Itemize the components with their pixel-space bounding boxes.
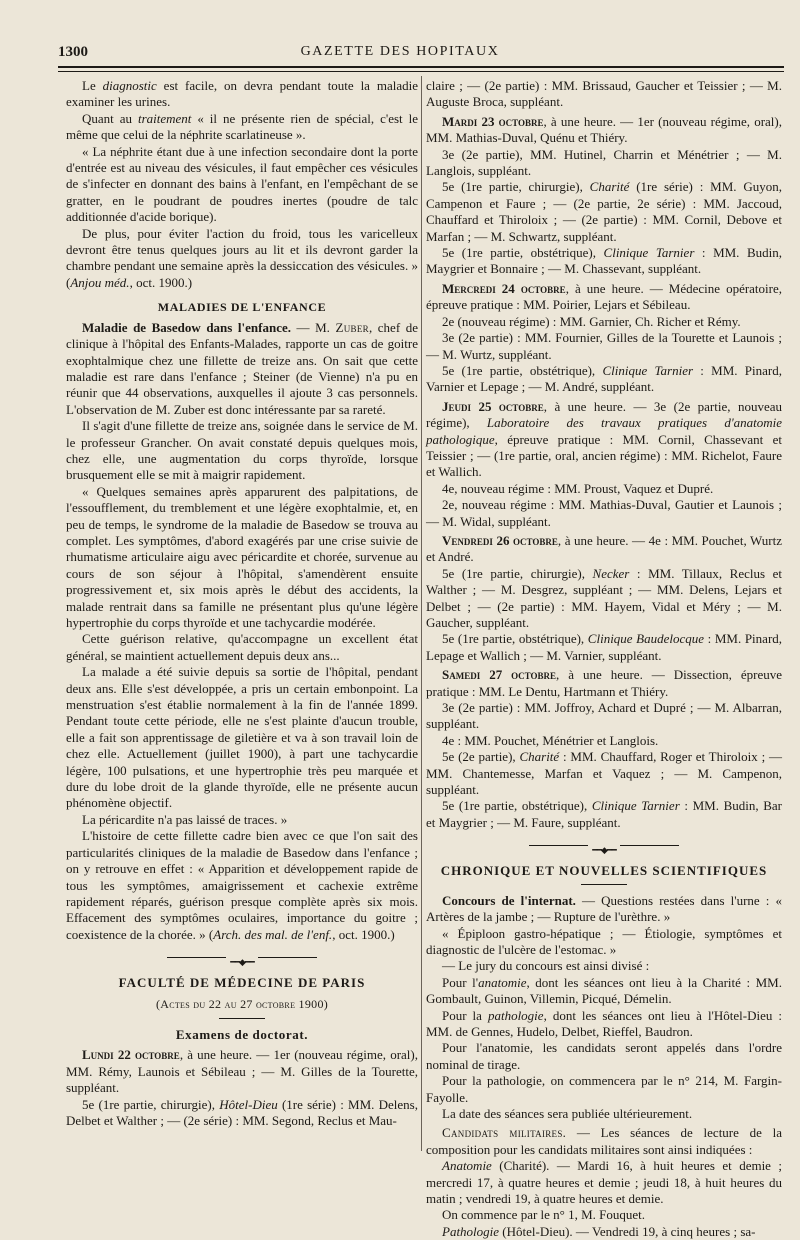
column-divider <box>421 76 422 1151</box>
paragraph: La date des séances sera publiée ultérieurement. <box>442 1105 693 1121</box>
exam-entry: 5e (1re partie, obstétrique), Clinique Tarnier : MM. Budin, Maygrier et Bonnaire ; — M. Chassevant, suppléant. <box>426 245 783 277</box>
paragraph: « Quelques semaines après apparurent des palpitations, de l'essoufflement, du tremblement et une légère exophtalmie, et, en peu de temps, le syndrome de la maladie de Basedow se trouva au complet. Les symptômes, d'abord exagérés par une crise suivie de rhumatisme articulaire aigu avec péricardite et chorée, survenue au cours de son séjour à l'hôpital, s'amendèrent ensuite progressivement et, six mois après le début des accidents, la malade rentrait dans sa famille ne présentant plus qu'une légère hypertrophie du corps thyroïde et une tachycardie modérée. <box>66 483 418 630</box>
exam-entry: 4e, nouveau régime : MM. Proust, Vaquez et Dupré. <box>442 480 714 496</box>
exam-entry: Jeudi 25 octobre, à une heure. — 3e (2e partie, nouveau régime), Laboratoire des travaux pratiques d'anatomie pathologique, épreuve pratique : MM. Cornil, Chassevant et Teissier ; — (1re partie, oral, ancien régime) : MM. Richelot, Faure et Wallich. <box>426 398 782 480</box>
section-heading: CHRONIQUE ET NOUVELLES SCIENTIFIQUES <box>440 863 768 879</box>
exam-entry: 5e (1re partie, chirurgie), Charité (1re série) : MM. Guyon, Campenon et Faure ; — (2e partie, 2e série) : MM. Jaccoud, Chauffard et Thiroloix ; — (2e partie) : MM. Cornil, Debove et Marfan ; — M. Schwartz, suppléant. <box>426 179 782 244</box>
exam-entry: Lundi 22 octobre, à une heure. — 1er (nouveau régime, oral), MM. Rémy, Launois et Sébileau ; — M. Gilles de la Tourette, suppléant. <box>66 1047 418 1096</box>
section-heading: FACULTÉ DE MÉDECINE DE PARIS <box>118 975 366 991</box>
paragraph: — Le jury du concours est ainsi divisé : <box>442 958 650 974</box>
exam-entry: 4e : MM. Pouchet, Ménétrier et Langlois. <box>442 732 659 748</box>
paragraph: La malade a été suivie depuis sa sortie de l'hôpital, pendant deux ans. Elle s'est développée, a pris un certain embonpoint. La menstruation s'est établie normalement à la fin de l'année 1899. Pendant toute cette période, elle ne s'est plainte d'aucun trouble, elle a fait son apprentissage de giletière et va à son travail loin de chez elle. Actuellement (juillet 1900), à part une tachycardie légère, 100 pulsations, et une hypertrophie très peu marquée et dure du lobe droit de la glande thyroïde, elle ne présente aucun phénomène objectif. <box>66 664 418 811</box>
paragraph: « Épiploon gastro-hépatique ; — Étiologie, symptômes et diagnostic de l'ulcère de l'estomac. » <box>426 925 782 957</box>
paragraph: « La néphrite étant due à une infection secondaire dont la porte d'entrée est au niveau des vésicules, il faut empêcher ces vésicules de s'infecter en donnant des bains à l'enfant, en l'empêchant de se gratter, en le poudrant de poudres inertes (poudre de talc additionnée d'acide borique). <box>66 143 418 225</box>
short-rule <box>219 1018 265 1019</box>
exam-entry: 2e (nouveau régime) : MM. Garnier, Ch. Richer et Rémy. <box>442 313 741 329</box>
exam-entry: 3e (2e partie), MM. Hutinel, Charrin et Ménétrier ; — M. Langlois, suppléant. <box>426 146 782 179</box>
short-rule <box>581 884 627 885</box>
running-title: GAZETTE DES HOPITAUX <box>300 44 500 59</box>
page-number: 1300 <box>58 44 88 60</box>
news-item: Concours de l'internat. — Questions restées dans l'urne : « Artères de la jambe ; — Rupture de l'urèthre. » <box>426 892 782 925</box>
exam-entry: claire ; — (2e partie) : MM. Brissaud, Gaucher et Teissier ; — M. Auguste Broca, suppléant. <box>426 78 782 110</box>
exam-entry: 5e (1re partie, chirurgie), Hôtel-Dieu (1re série) : MM. Delens, Delbet et Walther ; — (2e série) : MM. Segond, Reclus et Mau- <box>66 1096 418 1128</box>
exam-entry: Mercredi 24 octobre, à une heure. — Médecine opératoire, épreuve pratique : MM. Poirier, Lejars et Sébileau. <box>426 280 783 313</box>
paragraph: La péricardite n'a pas laissé de traces. » <box>82 811 288 827</box>
paragraph: Il s'agit d'une fillette de treize ans, soignée dans le service de M. le professeur Grancher. On avait constaté depuis quelques mois, chez elle, une augmentation du corps thyroïde, lorsque brusquement elle se mit à maigrir rapidement. <box>66 418 418 483</box>
news-item: Candidats militaires. — Les séances de lecture de la composition pour les candidats militaires sont ainsi indiquées : <box>426 1125 782 1157</box>
news-title: Concours de l'internat. <box>442 892 576 908</box>
article-basedow: Maladie de Basedow dans l'enfance. — M. Zuber, chef de clinique à l'hôpital des Enfants-Malades, rapporte un cas de goitre exophtalmique chez une fillette de treize ans. On sait que cette maladie est rare dans l'enfance ; Steiner (de Vienne) n'a pu en réunir que 44 observations, auxquelles il ajoute 3 cas personnels. L'observation de M. Zuber est donc intéressante par sa rareté. <box>66 319 418 417</box>
exam-entry: 5e (2e partie), Charité : MM. Chauffard, Roger et Thiroloix ; — MM. Chantemesse, Marfan et Vaquez ; — M. Campenon, suppléant. <box>426 749 782 798</box>
exam-entry: 5e (1re partie, obstétrique), Clinique Tarnier : MM. Pinard, Varnier et Lepage ; — M. André, suppléant. <box>426 362 782 395</box>
exam-entry: 3e (2e partie) : MM. Joffroy, Achard et Dupré ; — M. Albarran, suppléant. <box>426 700 782 732</box>
left-column <box>66 78 418 1129</box>
subsection-heading: Examens de doctorat. <box>175 1026 309 1042</box>
exam-entry: 5e (1re partie, chirurgie), Necker : MM. Tillaux, Reclus et Walther ; — M. Desgrez, suppléant ; — MM. Delens, Lejars et Delbet ; — (2e partie) : MM. Hayem, Vidal et Méry ; — M. Gaucher, suppléant. <box>426 565 782 630</box>
header-rule-thin <box>58 71 784 72</box>
paragraph: On commence par le n° 1, M. Fouquet. <box>442 1207 646 1223</box>
exam-entry: 2e, nouveau régime : MM. Mathias-Duval, Gautier et Launois ; — M. Widal, suppléant. <box>426 497 782 529</box>
header-rule <box>58 66 784 68</box>
paragraph: Pour l'anatomie, dont les séances ont lieu à la Charité : MM. Gombault, Guinon, Villemin, Picqué, Démelin. <box>426 974 782 1007</box>
paragraph: L'histoire de cette fillette cadre bien avec ce que l'on sait des particularités cliniques de la maladie de Basedow dans l'enfance ; on y retrouve en effet : « Apparition et développement rapide de tous les symptômes, amaigrissement et cachexie extrême rapidement réparés, guérison presque complète après six mois. Effacement des symptômes oculaires, importance du goitre ; coexistence de la chorée. » (Arch. des mal. de l'enf., oct. 1900.) <box>66 828 418 942</box>
section-heading: MALADIES DE L'ENFANCE <box>157 300 327 315</box>
paragraph: Quant au traitement « il ne présente rien de spécial, c'est le même que celui de la néphrite scarlatineuse ». <box>66 110 419 143</box>
paragraph: Cette guérison relative, qu'accompagne un excellent état général, se maintient actuellement depuis deux ans... <box>66 631 418 663</box>
exam-entry: Vendredi 26 octobre, à une heure. — 4e : MM. Pouchet, Wurtz et André. <box>426 532 782 565</box>
paragraph: Pathologie (Hôtel-Dieu). — Vendredi 19, à cinq heures ; sa- <box>442 1223 756 1239</box>
section-subheading: (Actes du 22 au 27 octobre 1900) <box>155 996 329 1011</box>
ornament-divider: ━━◆━━ <box>66 953 418 961</box>
paragraph: Pour l'anatomie, les candidats seront appelés dans l'ordre nominal de tirage. <box>426 1040 782 1072</box>
paragraph: Le diagnostic est facile, on devra pendant toute la maladie examiner les urines. <box>66 78 418 110</box>
exam-entry: 5e (1re partie, obstétrique), Clinique Baudelocque : MM. Pinard, Lepage et Wallich ; — M. Varnier, suppléant. <box>426 631 783 663</box>
article-title: Maladie de Basedow dans l'enfance. <box>82 319 291 335</box>
paragraph: Pour la pathologie, on commencera par le n° 214, M. Fargin-Fayolle. <box>426 1073 782 1105</box>
exam-entry: 5e (1re partie, obstétrique), Clinique Tarnier : MM. Budin, Bar et Maygrier ; — M. Faure, suppléant. <box>426 798 782 830</box>
exam-entry: Samedi 27 octobre, à une heure. — Dissection, épreuve pratique : MM. Le Dentu, Hartmann et Thiéry. <box>426 667 782 699</box>
right-column <box>426 78 782 1240</box>
paragraph: Anatomie (Charité). — Mardi 16, à huit heures et demie ; mercredi 17, à quatre heures et demie ; jeudi 18, à huit heures du matin ; vendredi 19, à quatre heures et demie. <box>426 1158 782 1206</box>
ornament-divider: ━━◆━━ <box>426 841 782 849</box>
exam-entry: Mardi 23 octobre, à une heure. — 1er (nouveau régime, oral), MM. Mathias-Duval, Quénu et Thiéry. <box>426 113 782 146</box>
exam-entry: 3e (2e partie) : MM. Fournier, Gilles de la Tourette et Launois ; — M. Wurtz, suppléant. <box>426 330 782 362</box>
paragraph: De plus, pour éviter l'action du froid, tous les varicelleux devront être tenus quelques jours au lit et ils devront garder la chambre pendant une semaine après la dessiccation des vésicules. » (Anjou méd., oct. 1900.) <box>66 225 418 290</box>
paragraph: Pour la pathologie, dont les séances ont lieu à l'Hôtel-Dieu : MM. de Gennes, Hudelo, Delbet, Rieffel, Baudron. <box>426 1007 782 1039</box>
